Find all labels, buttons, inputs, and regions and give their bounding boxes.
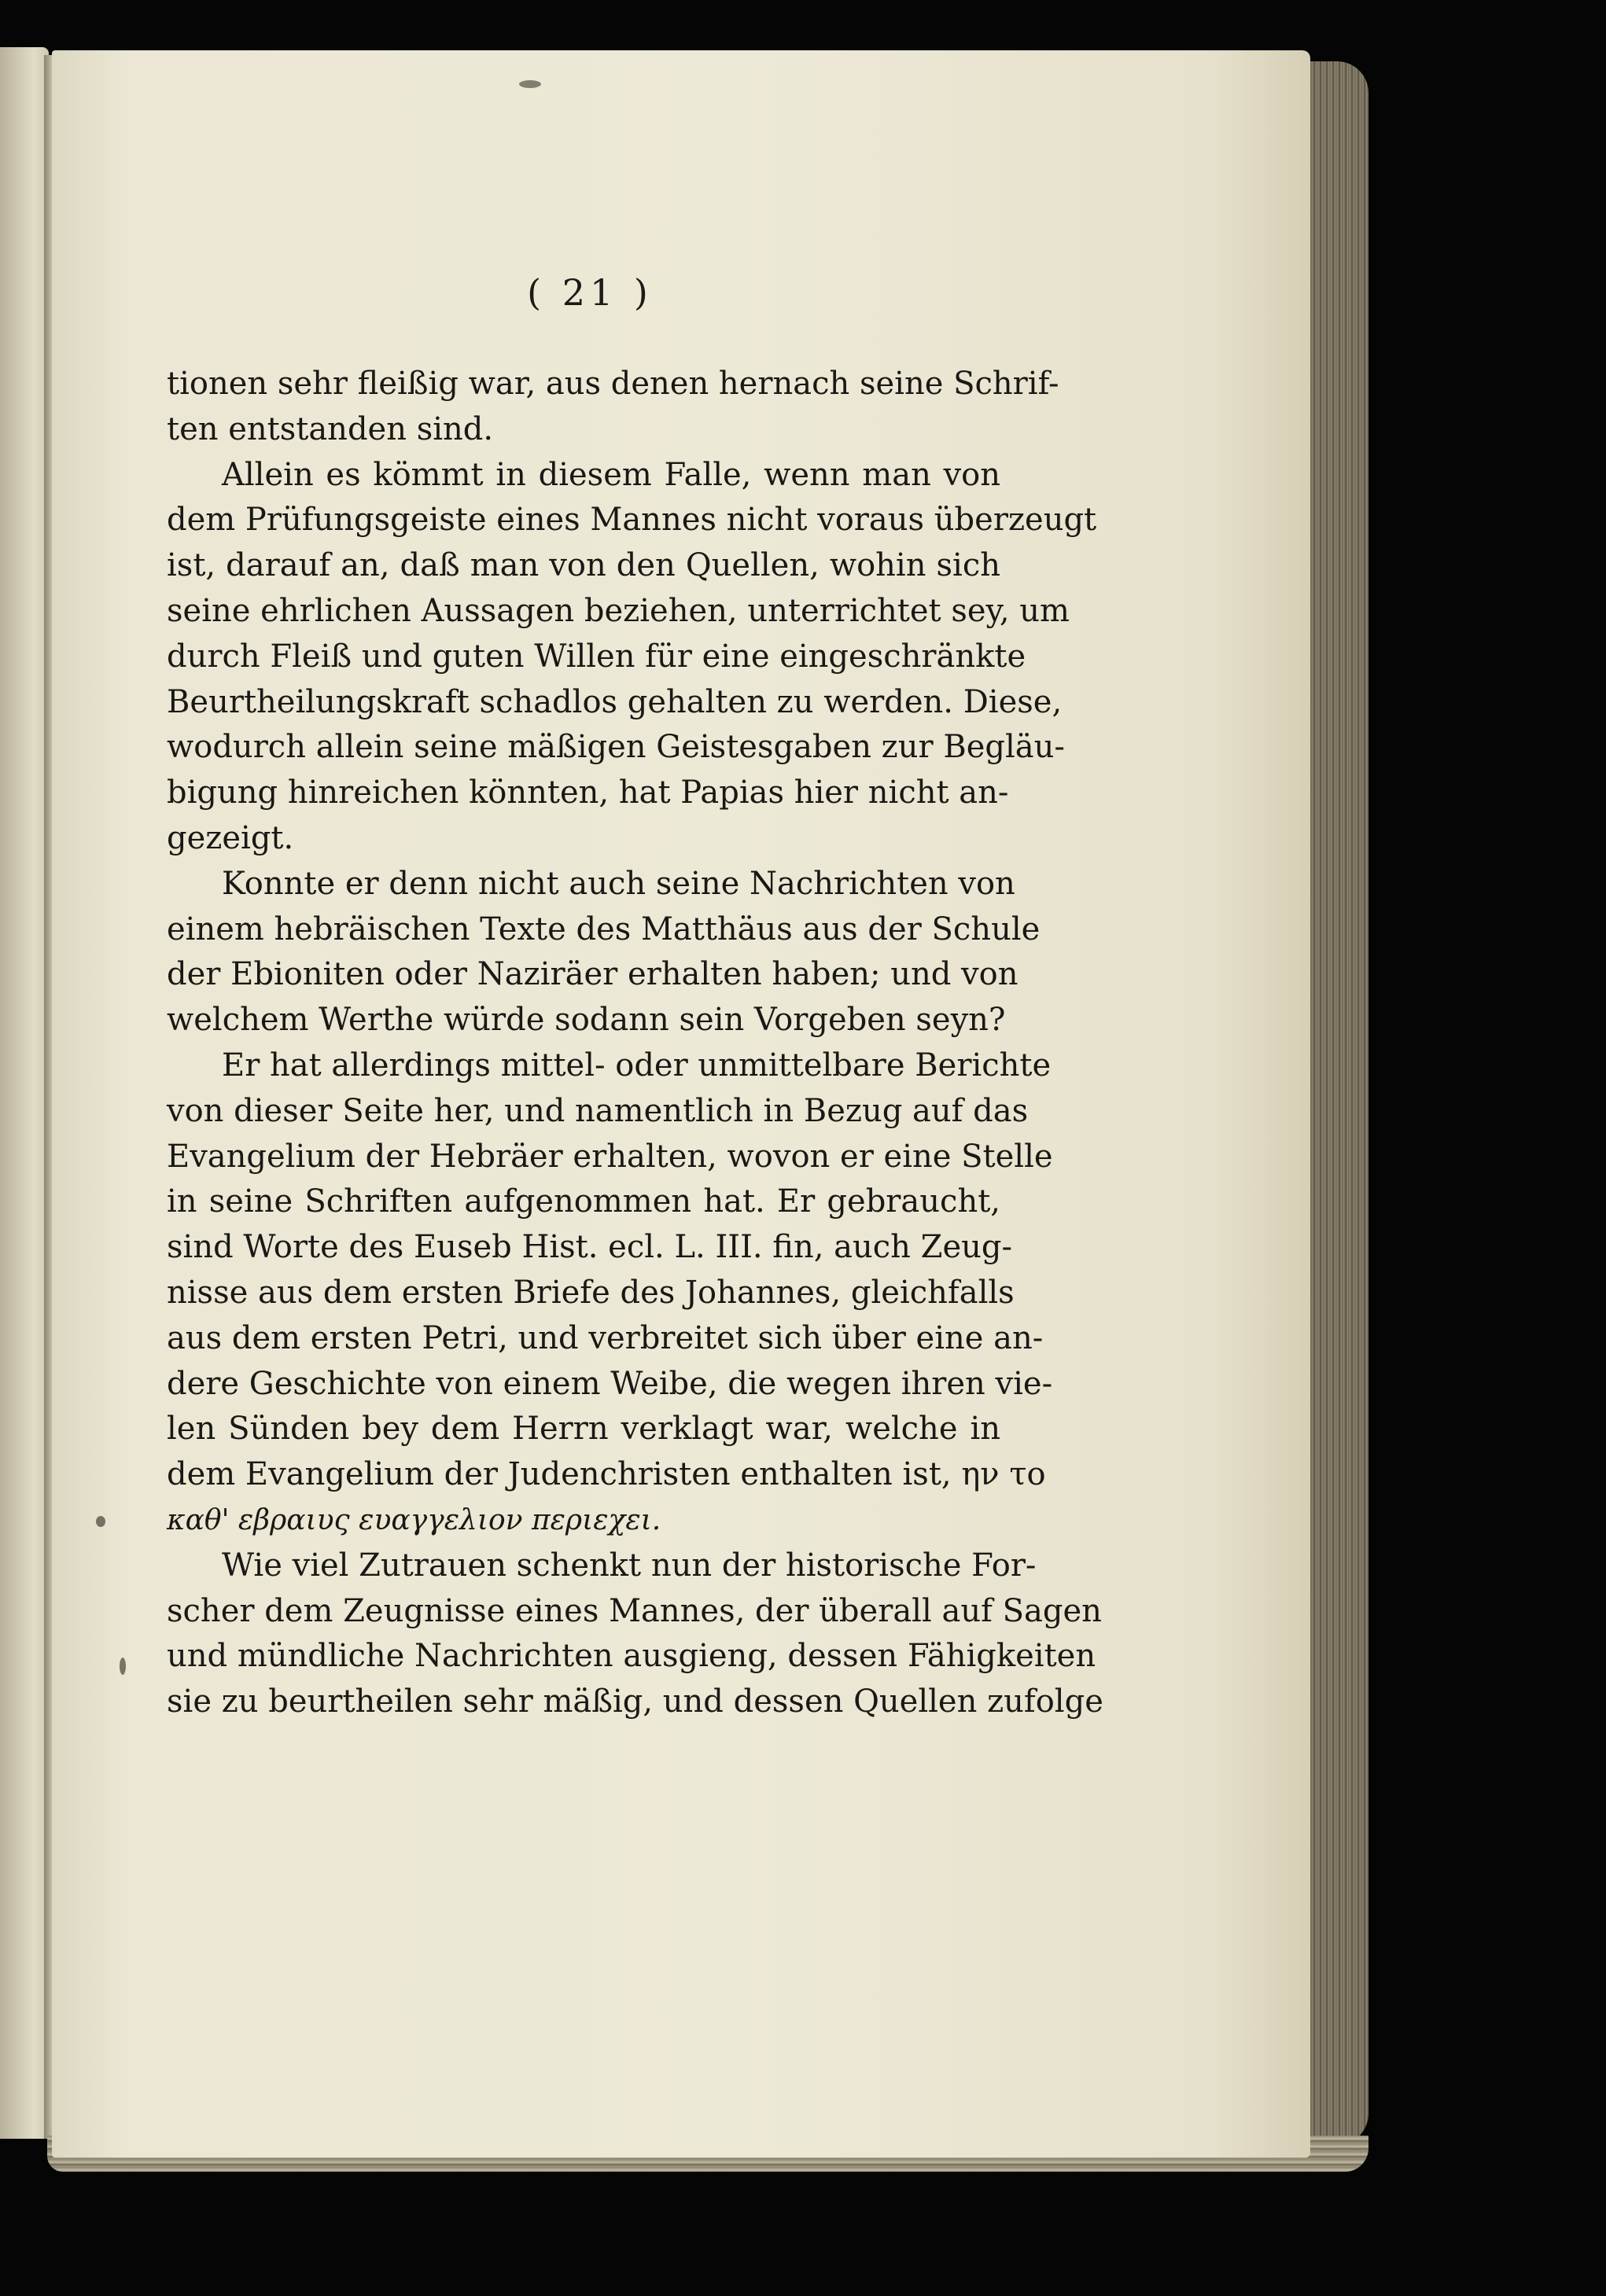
text-line: dem Prüfungsgeiste eines Mannes nicht voraus überzeugt [167, 502, 1097, 539]
left-page-edge [0, 47, 49, 2139]
text-line: gezeigt. [167, 819, 294, 856]
text-line: dere Geschichte von einem Weibe, die wegen ihren vie- [167, 1365, 1053, 1402]
text-line: einem hebräischen Texte des Matthäus aus der Schule [167, 911, 1041, 947]
text-line: bigung hinreichen könnten, hat Papias hier nicht an- [167, 775, 1009, 811]
text-line: scher dem Zeugnisse eines Mannes, der überall auf Sagen [167, 1592, 1102, 1629]
page-body [167, 362, 1103, 1725]
text-line: Evangelium der Hebräer erhalten, wovon er eine Stelle [167, 1138, 1053, 1175]
text-line: sie zu beurtheilen sehr mäßig, und dessen Quellen zufolge [167, 1683, 1103, 1720]
text-line: tionen sehr fleißig war, aus denen hernach seine Schrif- [167, 366, 1059, 402]
ink-fleck [120, 1658, 126, 1675]
text-line: ten entstanden sind. [167, 410, 494, 447]
page-number: ( 21 ) [527, 271, 653, 314]
text-line: dem Evangelium der Judenchristen enthalten ist, ην το [167, 1456, 1046, 1493]
text-line: καθ' εβραιυς ευαγγελιον περιεχει. [167, 1503, 661, 1536]
text-line: durch Fleiß und guten Willen für eine eingeschränkte [167, 638, 1026, 675]
text-line: aus dem ersten Petri, und verbreitet sich über eine an- [167, 1319, 1044, 1356]
text-line: Konnte er denn nicht auch seine Nachrichten von [222, 865, 1015, 902]
text-line: wodurch allein seine mäßigen Geistesgaben zur Begläu- [167, 729, 1065, 766]
ink-fleck [519, 80, 541, 88]
text-line: in seine Schriften aufgenommen hat. Er gebraucht, [167, 1183, 1000, 1220]
text-line: von dieser Seite her, und namentlich in Bezug auf das [167, 1092, 1029, 1129]
text-line: und mündliche Nachrichten ausgieng, dessen Fähigkeiten [167, 1638, 1096, 1675]
text-line: der Ebioniten oder Naziräer erhalten haben; und von [167, 956, 1018, 993]
text-line: Beurtheilungskraft schadlos gehalten zu werden. Diese, [167, 683, 1063, 720]
text-line: sind Worte des Euseb Hist. ecl. L. III. fin, auch Zeug- [167, 1229, 1012, 1266]
text-line: nisse aus dem ersten Briefe des Johannes, gleichfalls [167, 1274, 1015, 1311]
text-line: Er hat allerdings mittel- oder unmittelbare Berichte [222, 1047, 1052, 1084]
text-line: seine ehrlichen Aussagen beziehen, unterrichtet sey, um [167, 592, 1070, 629]
text-line: len Sünden bey dem Herrn verklagt war, welche in [167, 1411, 1000, 1448]
text-line: Allein es kömmt in diesem Falle, wenn man von [222, 456, 1000, 493]
text-line: welchem Werthe würde sodann sein Vorgeben seyn? [167, 1002, 1006, 1039]
text-line: ist, darauf an, daß man von den Quellen, wohin sich [167, 547, 1000, 584]
text-line: Wie viel Zutrauen schenkt nun der historische For- [222, 1547, 1037, 1584]
ink-fleck [96, 1516, 105, 1527]
